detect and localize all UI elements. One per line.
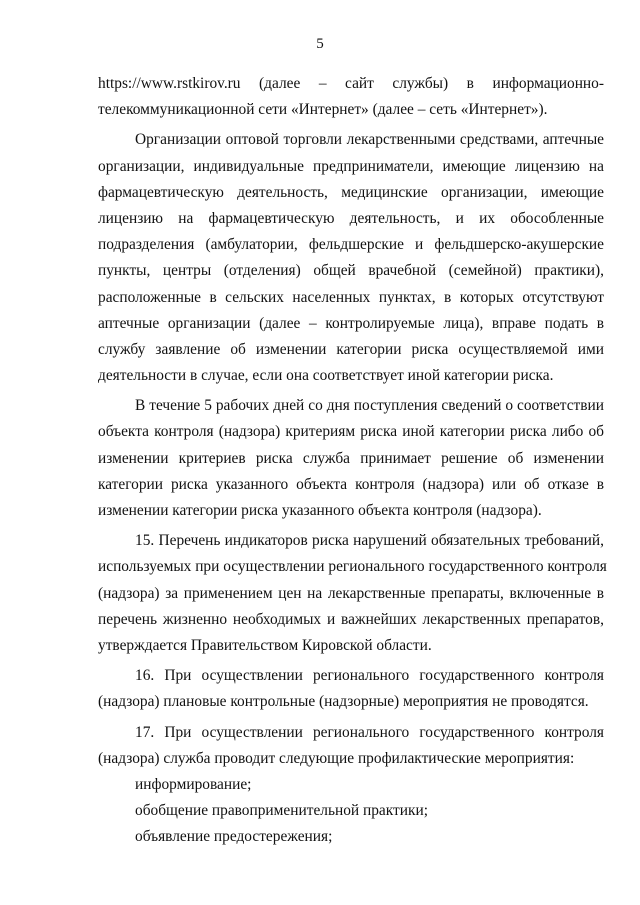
text-line: изменении критериев риска служба принимает решение об изменении bbox=[98, 449, 604, 467]
text-line: категории риска указанного объекта контроля (надзора) или об отказе в bbox=[98, 475, 604, 493]
text-line: пункты, центры (отделения) общей врачебной (семейной) практики), bbox=[98, 262, 604, 280]
text-line: объявление предостережения; bbox=[135, 828, 333, 846]
text-line: https://www.rstkirov.ru (далее – сайт службы) в информационно- bbox=[98, 75, 604, 92]
paragraph bbox=[98, 71, 604, 123]
text-line: подразделения (амбулатории, фельдшерские и фельдшерско-акушерские bbox=[98, 236, 604, 254]
text-line: (надзора) за применением цен на лекарственные препараты, включенные в bbox=[98, 584, 604, 602]
list-item bbox=[98, 772, 604, 798]
text-line: (надзора) плановые контрольные (надзорные) мероприятия не проводятся. bbox=[98, 693, 589, 711]
text-line: 16. При осуществлении регионального государственного контроля bbox=[135, 667, 604, 685]
page-number: 5 bbox=[316, 36, 324, 52]
paragraph bbox=[98, 127, 604, 389]
text-line: объекта контроля (надзора) критериям риска иной категории риска либо об bbox=[98, 423, 604, 441]
text-line: 17. При осуществлении регионального государственного контроля bbox=[135, 723, 604, 741]
text-line: фармацевтическую деятельность, медицинские организации, имеющие bbox=[98, 183, 604, 201]
text-line: Организации оптовой торговли лекарственными средствами, аптечные bbox=[135, 131, 604, 149]
text-line: изменении категории риска указанного объекта контроля (надзора). bbox=[98, 502, 542, 519]
paragraph bbox=[98, 393, 604, 524]
text-line: утверждается Правительством Кировской области. bbox=[98, 636, 432, 654]
text-line: телекоммуникационной сети «Интернет» (далее – сеть «Интернет»). bbox=[98, 101, 548, 119]
text-line: аптечные организации (далее – контролируемые лица), вправе подать в bbox=[98, 314, 604, 332]
text-line: информирование; bbox=[135, 775, 252, 793]
list-item bbox=[98, 824, 604, 850]
text-line: используемых при осуществлении регионального государственного контроля bbox=[98, 558, 607, 576]
text-line: расположенные в сельских населенных пунктах, в которых отсутствуют bbox=[98, 288, 604, 306]
text-line: (надзора) служба проводит следующие профилактические мероприятия: bbox=[98, 749, 575, 767]
list-item bbox=[98, 798, 604, 824]
text-line: 15. Перечень индикаторов риска нарушений обязательных требований, bbox=[135, 532, 604, 550]
paragraph bbox=[98, 720, 604, 772]
text-line: В течение 5 рабочих дней со дня поступления сведений о соответствии bbox=[135, 397, 604, 415]
text-line: деятельности в случае, если она соответствует иной категории риска. bbox=[98, 367, 554, 385]
paragraph bbox=[98, 528, 607, 659]
text-line: организации, индивидуальные предприниматели, имеющие лицензию на bbox=[98, 157, 604, 175]
text-line: перечень жизненно необходимых и важнейших лекарственных препаратов, bbox=[98, 610, 604, 628]
text-line: службу заявление об изменении категории риска осуществляемой ими bbox=[98, 340, 604, 358]
paragraph bbox=[98, 663, 604, 715]
text-line: обобщение правоприменительной практики; bbox=[135, 802, 428, 820]
text-line: лицензию на фармацевтическую деятельность, и их обособленные bbox=[98, 209, 604, 227]
document-body bbox=[98, 71, 607, 850]
